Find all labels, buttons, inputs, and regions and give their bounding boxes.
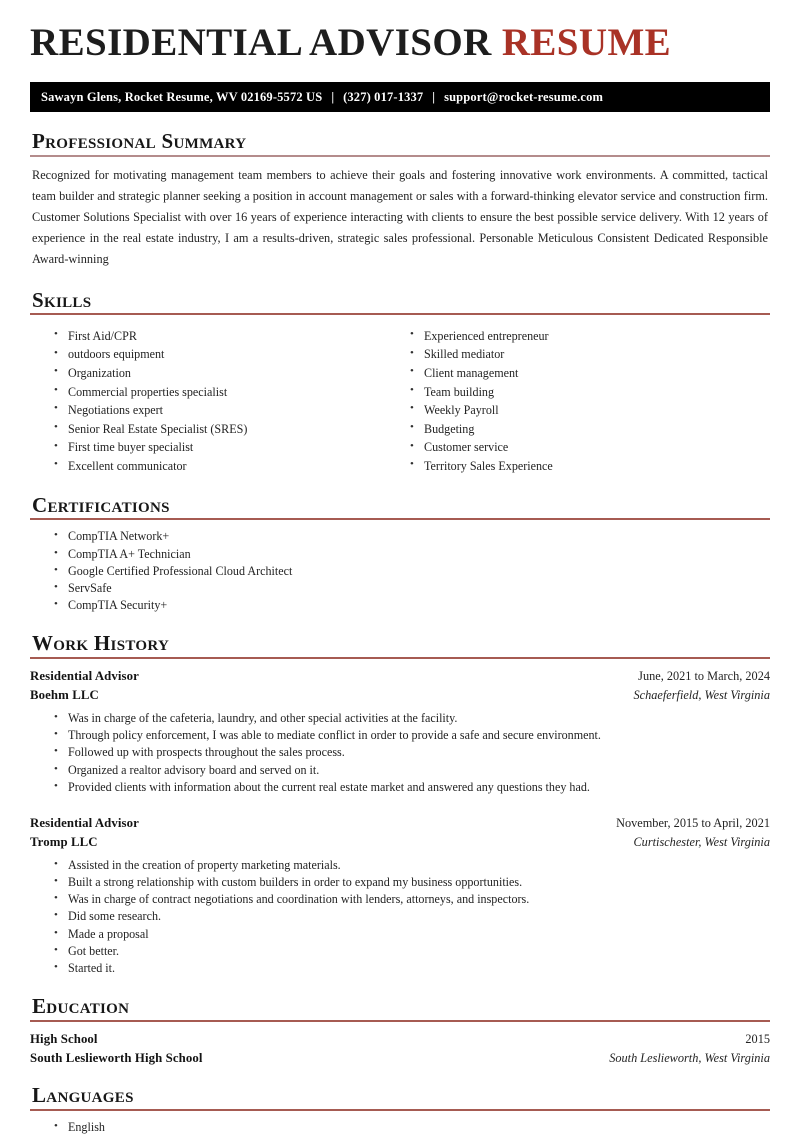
- job-bullet: • Built a strong relationship with custom builders in order to expand my business opportunities.: [68, 874, 770, 891]
- skill-item: • Skilled mediator: [424, 346, 770, 365]
- skills-list-right: [400, 327, 770, 475]
- job-bullet: • Started it.: [68, 960, 770, 977]
- section-skills: [30, 288, 770, 476]
- contact-address: Sawayn Glens, Rocket Resume, WV 02169-5572 US: [41, 89, 323, 104]
- section-divider: [30, 155, 770, 157]
- certifications-list: [30, 528, 770, 614]
- education-entry: [30, 1032, 770, 1066]
- section-divider: [30, 518, 770, 520]
- skill-item: • Negotiations expert: [68, 401, 400, 420]
- job-company: Tromp LLC: [30, 834, 98, 849]
- section-heading-professional-summary: Professional Summary: [32, 129, 247, 154]
- job-location: Schaeferfield, West Virginia: [633, 687, 770, 702]
- education-degree-row: [30, 1032, 770, 1047]
- certification-item: • ServSafe: [68, 580, 770, 597]
- page-title: [30, 0, 770, 64]
- job-bullet: • Was in charge of the cafeteria, laundry, and other special activities at the facility.: [68, 710, 770, 727]
- work-entry-company-row: [30, 688, 770, 703]
- language-item: • English: [68, 1119, 770, 1136]
- skill-item: • Weekly Payroll: [424, 401, 770, 420]
- work-history-entry: [30, 669, 770, 796]
- job-bullet: • Followed up with prospects throughout the sales process.: [68, 744, 770, 761]
- certification-item: • CompTIA Security+: [68, 597, 770, 614]
- work-entry-title-row: [30, 669, 770, 684]
- section-divider: [30, 657, 770, 659]
- section-heading-education: Education: [32, 994, 130, 1019]
- skill-item: • First Aid/CPR: [68, 327, 400, 346]
- skill-item: • Budgeting: [424, 420, 770, 439]
- job-bullet: • Got better.: [68, 943, 770, 960]
- contact-bar: [30, 82, 770, 112]
- education-location: South Leslieworth, West Virginia: [609, 1050, 770, 1065]
- languages-list: [30, 1119, 770, 1136]
- work-entry-title-row: [30, 816, 770, 831]
- page-title-accent: RESUME: [501, 21, 672, 64]
- section-divider: [30, 1109, 770, 1111]
- job-title: Residential Advisor: [30, 668, 139, 683]
- skill-item: • Organization: [68, 364, 400, 383]
- section-languages: [30, 1083, 770, 1136]
- job-bullet: • Through policy enforcement, I was able to mediate conflict in order to provide a safe and secure environment.: [68, 727, 770, 744]
- skill-item: • Team building: [424, 383, 770, 402]
- job-dates: November, 2015 to April, 2021: [616, 815, 770, 830]
- contact-separator-2: |: [432, 89, 436, 104]
- skill-item: • Customer service: [424, 439, 770, 458]
- section-divider: [30, 1020, 770, 1022]
- contact-phone: (327) 017-1337: [343, 89, 424, 104]
- professional-summary-text: Recognized for motivating management team members to achieve their goals and fostering innovative work environments. A committed, tactical team builder and strategic planner seeking a position in account management or sales with a forward-thinking elevator service and construction firm. Customer Solutions Specialist with over 16 years of experience interacting with clients to ensure the best possible service delivery. With 12 years of experience in the real estate industry, I am a results-driven, strategic sales professional. Personable Meticulous Consistent Dedicated Responsible Award-winning: [32, 167, 768, 267]
- section-heading-languages: Languages: [32, 1082, 134, 1107]
- skill-item: • Client management: [424, 364, 770, 383]
- section-heading-certifications: Certifications: [32, 492, 170, 517]
- skill-item: • Experienced entrepreneur: [424, 327, 770, 346]
- skill-item: • outdoors equipment: [68, 346, 400, 365]
- certification-item: • Google Certified Professional Cloud Architect: [68, 563, 770, 580]
- job-bullet: • Organized a realtor advisory board and served on it.: [68, 762, 770, 779]
- section-certifications: [30, 493, 770, 615]
- skill-item: • Commercial properties specialist: [68, 383, 400, 402]
- work-entry-company-row: [30, 835, 770, 850]
- contact-email: support@rocket-resume.com: [444, 89, 604, 104]
- work-history-entry: [30, 816, 770, 977]
- education-degree: High School: [30, 1031, 98, 1046]
- contact-separator-1: |: [331, 89, 335, 104]
- education-school: South Leslieworth High School: [30, 1050, 203, 1065]
- skills-column-left: [30, 323, 400, 475]
- job-title: Residential Advisor: [30, 815, 139, 830]
- job-bullet: • Was in charge of contract negotiations and coordination with lenders, attorneys, and inspectors.: [68, 891, 770, 908]
- certification-item: • CompTIA Network+: [68, 528, 770, 545]
- skills-columns: [30, 323, 770, 475]
- job-bullet: • Did some research.: [68, 908, 770, 925]
- skill-item: • First time buyer specialist: [68, 439, 400, 458]
- skills-list-left: [30, 327, 400, 475]
- job-bullet-list: [30, 710, 770, 796]
- job-location: Curtischester, West Virginia: [633, 834, 770, 849]
- skill-item: • Territory Sales Experience: [424, 457, 770, 476]
- page-title-main: RESIDENTIAL ADVISOR: [30, 21, 492, 64]
- skills-column-right: [400, 323, 770, 475]
- job-company: Boehm LLC: [30, 687, 99, 702]
- skill-item: • Senior Real Estate Specialist (SRES): [68, 420, 400, 439]
- job-bullet: • Provided clients with information about the current real estate market and answered any questions they had.: [68, 779, 770, 796]
- skill-item: • Excellent communicator: [68, 457, 400, 476]
- work-history-entries: [30, 669, 770, 977]
- job-dates: June, 2021 to March, 2024: [638, 668, 770, 683]
- section-work-history: [30, 631, 770, 977]
- section-heading-skills: Skills: [32, 287, 92, 312]
- education-entries: [30, 1032, 770, 1066]
- job-bullet: • Made a proposal: [68, 926, 770, 943]
- section-divider: [30, 313, 770, 315]
- job-bullet: • Assisted in the creation of property marketing materials.: [68, 857, 770, 874]
- education-school-row: [30, 1051, 770, 1066]
- section-professional-summary: [30, 129, 770, 270]
- section-heading-work-history: Work History: [32, 631, 170, 656]
- education-year: 2015: [745, 1031, 770, 1046]
- certification-item: • CompTIA A+ Technician: [68, 546, 770, 563]
- job-bullet-list: [30, 857, 770, 977]
- section-education: [30, 994, 770, 1066]
